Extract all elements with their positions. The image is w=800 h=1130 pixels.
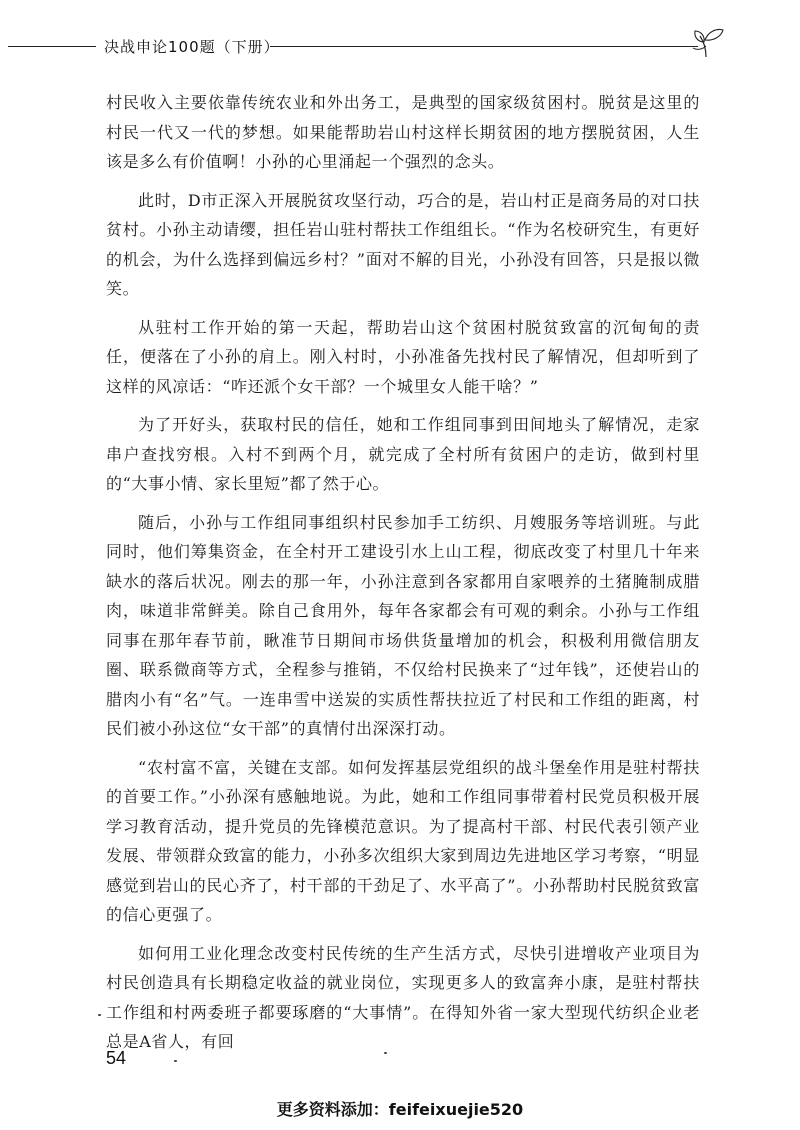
scan-speck — [174, 1060, 177, 1062]
header-rule-right — [270, 46, 698, 47]
running-header — [8, 32, 792, 62]
scan-speck — [98, 1014, 101, 1016]
paragraph-7: 如何用工业化理念改变村民传统的生产生活方式，尽快引进增收产业项目为村民创造具有长期稳定收益的就业岗位，实现更多人的致富奔小康，是驻村帮扶工作组和村两委班子都要琢磨的“大事情”。在得知外省一家大型现代纺织企业老总是A省人，有回 — [106, 943, 700, 1051]
footer-note: 更多资料添加：feifeixuejie520 — [276, 1100, 524, 1119]
header-rule-left — [8, 46, 96, 47]
page-number: 54 — [106, 1048, 127, 1068]
paragraph-4: 为了开好头，获取村民的信任，她和工作组同事到田间地头了解情况，走家串户查找穷根。入村不到两个月，就完成了全村所有贫困户的走访，做到村里的“大事小情、家长里短”都了然于心。 — [106, 415, 700, 493]
paragraph-5: 随后，小孙与工作组同事组织村民参加手工纺织、月嫂服务等培训班。与此同时，他们筹集资金，在全村开工建设引水上山工程，彻底改变了村里几十年来缺水的落后状况。刚去的那一年，小孙注意到各家都用自家喂养的土猪腌制成腊肉，味道非常鲜美。除自己食用外，每年各家都会有可观的剩余。小孙与工作组同事在那年春节前，瞅准节日期间市场供货量增加的机会，积极利用微信朋友圈、联系微商等方式，全程参与推销，不仅给村民换来了“过年钱”，还使岩山的腊肉小有“名”气。一连串雪中送炭的实质性帮扶拉近了村民和工作组的距离，村民们被小孙这位“女干部”的真情付出深深打动。 — [106, 512, 700, 738]
paragraph-6: “农村富不富，关键在支部。如何发挥基层党组织的战斗堡垒作用是驻村帮扶的首要工作。”小孙深有感触地说。为此，她和工作组同事带着村民党员积极开展学习教育活动，提升党员的先锋模范意识。为了提高村干部、村民代表引领产业发展、带领群众致富的能力，小孙多次组织大家到周边先进地区学习考察，“明显感觉到岩山的民心齐了，村干部的干劲足了、水平高了”。小孙帮助村民脱贫致富的信心更强了。 — [106, 757, 700, 924]
paragraph-2: 此时，D市正深入开展脱贫攻坚行动，巧合的是，岩山村正是商务局的对口扶贫村。小孙主动请缨，担任岩山驻村帮扶工作组组长。“作为名校研究生，有更好的机会，为什么选择到偏远乡村？”面对不解的目光，小孙没有回答，只是报以微笑。 — [106, 190, 700, 298]
sprout-icon — [692, 24, 728, 58]
paragraph-3: 从驻村工作开始的第一天起，帮助岩山这个贫困村脱贫致富的沉甸甸的责任，便落在了小孙的肩上。刚入村时，小孙准备先找村民了解情况，但却听到了这样的风凉话：“咋还派个女干部？一个城里女人能干啥？” — [106, 317, 700, 396]
scan-speck — [384, 1052, 387, 1054]
book-title: 决战申论100题（下册） — [104, 38, 280, 56]
body-text — [106, 88, 700, 1066]
paragraph-1: 村民收入主要依靠传统农业和外出务工，是典型的国家级贫困村。脱贫是这里的村民一代又一代的梦想。如果能帮助岩山村这样长期贫困的地方摆脱贫困，人生该是多么有价值啊！小孙的心里涌起一个强烈的念头。 — [106, 93, 700, 171]
